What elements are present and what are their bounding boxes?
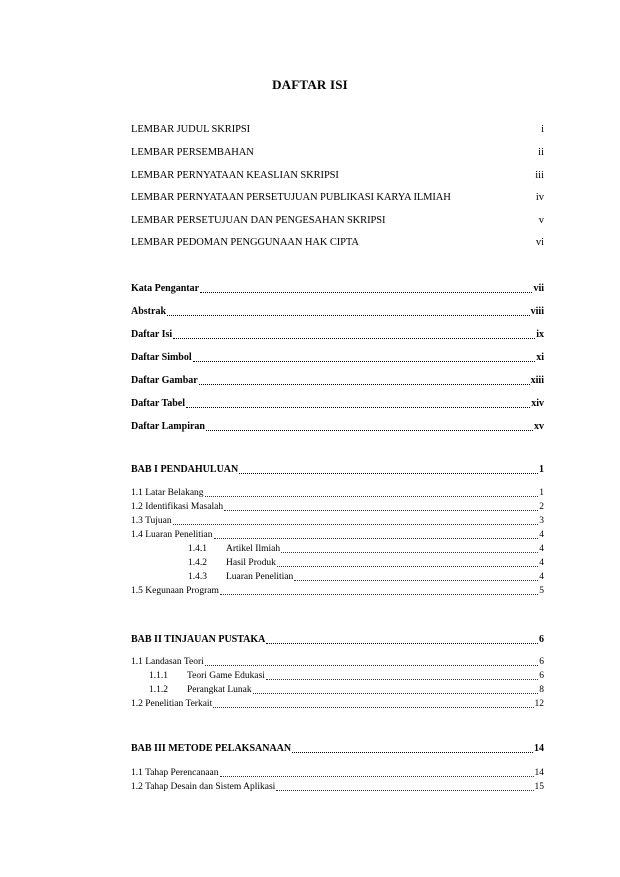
leader-dots (224, 502, 538, 511)
entry-page: xv (534, 421, 544, 432)
leader-dots (193, 352, 536, 362)
entry-label: LEMBAR PERNYATAAN KEASLIAN SKRIPSI (131, 170, 339, 181)
toc-entry (131, 782, 544, 796)
toc-entry (131, 657, 544, 671)
entry-label: 1.5 Kegunaan Program (131, 586, 219, 596)
entry-label: Perangkat Lunak (187, 685, 252, 695)
entry-label: LEMBAR PERNYATAAN PERSETUJUAN PUBLIKASI KARYA ILMIAH (131, 192, 451, 203)
toc-entry (131, 502, 544, 516)
entry-page: 4 (539, 544, 544, 554)
entry-page: 6 (539, 671, 544, 681)
entry-label: Teori Game Edukasi (187, 671, 265, 681)
toc-entry (131, 215, 544, 229)
entry-label: Kata Pengantar (131, 283, 200, 294)
toc-entry (131, 375, 544, 389)
leader-dots (206, 421, 533, 431)
entry-page: 4 (539, 572, 544, 582)
leader-dots (173, 516, 539, 525)
leader-dots (167, 306, 530, 316)
entry-label: LEMBAR PERSEMBAHAN (131, 147, 254, 158)
entry-page: 6 (539, 634, 544, 645)
entry-page: xiv (531, 398, 544, 409)
toc-subentry (188, 544, 544, 558)
toc-entry (131, 124, 544, 138)
entry-label: 1.4 Luaran Penelitian (131, 530, 213, 540)
entry-number: 1.1.1 (149, 671, 168, 681)
leader-dots (205, 488, 539, 497)
entry-label: BAB I PENDAHULUAN (131, 464, 239, 475)
entry-page: xi (536, 352, 544, 363)
toc-entry (131, 421, 544, 435)
leader-dots (294, 572, 538, 581)
entry-page: 1 (539, 488, 544, 498)
entry-page: vi (535, 237, 544, 248)
toc-entry (131, 398, 544, 412)
entry-number: 1.1.2 (149, 685, 168, 695)
leader-dots (266, 671, 538, 680)
chapter-heading (131, 743, 544, 757)
leader-dots (253, 685, 539, 694)
leader-dots (239, 464, 538, 474)
leader-dots (214, 530, 539, 539)
entry-page: 5 (539, 586, 544, 596)
entry-label: 1.2 Tahap Desain dan Sistem Aplikasi (131, 782, 276, 792)
entry-page: 12 (534, 699, 544, 709)
toc-entry (131, 530, 544, 544)
leader-dots (205, 657, 538, 666)
entry-page: iii (535, 170, 544, 181)
entry-page: 2 (539, 502, 544, 512)
entry-label: 1.2 Penelitian Terkait (131, 699, 213, 709)
entry-page: viii (530, 306, 544, 317)
entry-number: 1.4.2 (188, 558, 207, 568)
toc-entry (131, 283, 544, 297)
leader-dots (281, 544, 538, 553)
toc-entry (131, 237, 544, 251)
entry-page: v (538, 215, 544, 226)
entry-label: Abstrak (131, 306, 167, 317)
entry-page: i (541, 124, 544, 135)
entry-label: LEMBAR PEDOMAN PENGGUNAAN HAK CIPTA (131, 237, 359, 248)
leader-dots (277, 558, 538, 567)
entry-page: ix (536, 329, 544, 340)
entry-number: 1.4.1 (188, 544, 207, 554)
entry-label: Artikel Ilmiah (226, 544, 281, 554)
entry-label: Daftar Tabel (131, 398, 185, 409)
chapter-heading (131, 464, 544, 478)
entry-label: 1.1 Tahap Perencanaan (131, 768, 219, 778)
entry-page: 4 (539, 530, 544, 540)
entry-page: 1 (539, 464, 544, 475)
leader-dots (186, 398, 530, 408)
entry-page: xiii (530, 375, 544, 386)
entry-label: LEMBAR PERSETUJUAN DAN PENGESAHAN SKRIPSI (131, 215, 386, 226)
entry-page: 14 (534, 768, 544, 778)
toc-subentry (188, 572, 544, 586)
entry-page: iv (535, 192, 544, 203)
leader-dots (276, 782, 533, 791)
toc-entry (131, 488, 544, 502)
toc-entry (131, 516, 544, 530)
toc-entry (131, 192, 544, 206)
entry-number: 1.4.3 (188, 572, 207, 582)
toc-entry (131, 170, 544, 184)
leader-dots (220, 768, 534, 777)
toc-entry (131, 768, 544, 782)
leader-dots (292, 743, 533, 753)
entry-label: 1.1 Latar Belakang (131, 488, 204, 498)
toc-subentry (188, 558, 544, 572)
leader-dots (213, 699, 533, 708)
toc-entry (131, 352, 544, 366)
leader-dots (200, 283, 532, 293)
toc-entry (131, 329, 544, 343)
entry-label: BAB II TINJAUAN PUSTAKA (131, 634, 266, 645)
entry-page: vii (533, 283, 544, 294)
toc-subentry (149, 685, 544, 699)
entry-page: 3 (539, 516, 544, 526)
entry-label: Daftar Gambar (131, 375, 198, 386)
chapter-heading (131, 634, 544, 648)
leader-dots (199, 375, 530, 385)
entry-label: Hasil Produk (226, 558, 276, 568)
leader-dots (173, 329, 535, 339)
entry-label: 1.2 Identifikasi Masalah (131, 502, 224, 512)
toc-entry (131, 306, 544, 320)
entry-label: Daftar Simbol (131, 352, 192, 363)
entry-page: 15 (534, 782, 544, 792)
leader-dots (266, 634, 538, 644)
entry-page: 14 (534, 743, 544, 754)
entry-page: 6 (539, 657, 544, 667)
leader-dots (220, 586, 538, 595)
entry-page: 4 (539, 558, 544, 568)
entry-label: 1.1 Landasan Teori (131, 657, 204, 667)
entry-label: Daftar Lampiran (131, 421, 205, 432)
toc-subentry (149, 671, 544, 685)
page-title: DAFTAR ISI (272, 77, 348, 92)
entry-label: LEMBAR JUDUL SKRIPSI (131, 124, 250, 135)
entry-label: 1.3 Tujuan (131, 516, 172, 526)
toc-entry (131, 586, 544, 600)
toc-entry (131, 147, 544, 161)
entry-label: BAB III METODE PELAKSANAAN (131, 743, 292, 754)
entry-page: 8 (539, 685, 544, 695)
entry-page: ii (538, 147, 544, 158)
toc-entry (131, 699, 544, 713)
entry-label: Daftar Isi (131, 329, 173, 340)
entry-label: Luaran Penelitian (226, 572, 294, 582)
